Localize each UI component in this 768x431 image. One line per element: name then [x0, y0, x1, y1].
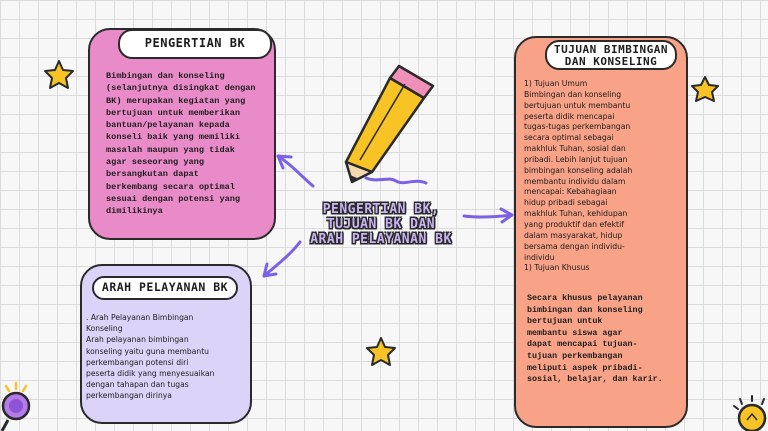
squiggle-line — [366, 178, 426, 183]
arrow-to-pengertian — [278, 156, 313, 186]
star-icon — [367, 338, 395, 365]
tujuan-umum-body: 1) Tujuan Umum Bimbingan dan konseling bertujuan untuk membantu peserta didik mencapai tugas-tugas perkembangan secara optimal sebagai makhluk Tuhan, sosial dan pribadi. Lebih lanjut tujuan bimbingan konseling adalah membantu individu dalam mencapai: Kebahagiaan hidup pribadi sebagai makhluk Tuhan, kehidupan yang produktif dan efektif dalam masyarakat, hidup bersama dengan individu- individu 1) Tujuan Khusus — [524, 79, 633, 273]
pengertian-body: Bimbingan dan konseling (selanjutnya disingkat dengan BK) merupakan kegiatan yang bertujuan untuk memberikan bantuan/pelayanan kepada konseli baik yang memiliki masalah maupun yang tidak agar seseorang yang bersangkutan dapat berkembang secara optimal sesuai dengan potensi yang dimilikinya — [106, 71, 256, 217]
pengertian-title: PENGERTIAN BK — [118, 29, 272, 59]
pencil-icon — [346, 66, 433, 182]
star-icon — [692, 77, 718, 101]
tujuan-khusus-body: Secara khusus pelayanan bimbingan dan konseling bertujuan untuk membantu siswa agar dapat mencapai tujuan- tujuan perkembangan meliputi aspek pribadi- sosial, belajar, dan karir. — [527, 293, 663, 385]
lightbulb-icon — [734, 396, 765, 431]
tujuan-title-text: TUJUAN BIMBINGAN DAN KONSELING — [554, 43, 668, 68]
tujuan-title — [545, 40, 677, 70]
star-icon — [45, 61, 73, 88]
center-title: PENGERTIAN BK, TUJUAN BK DAN ARAH PELAYANAN BK — [310, 202, 452, 247]
arrow-to-arah — [264, 242, 300, 276]
arah-title: ARAH PELAYANAN BK — [92, 276, 238, 300]
magnifier-icon — [2, 383, 29, 431]
arah-body: . Arah Pelayanan Bimbingan Konseling Arah pelayanan bimbingan konseling yaitu guna membantu perkembangan potensi diri peserta didik yang menyesuaikan dengan tahapan dan tugas perkembangan dirinya — [86, 313, 215, 401]
